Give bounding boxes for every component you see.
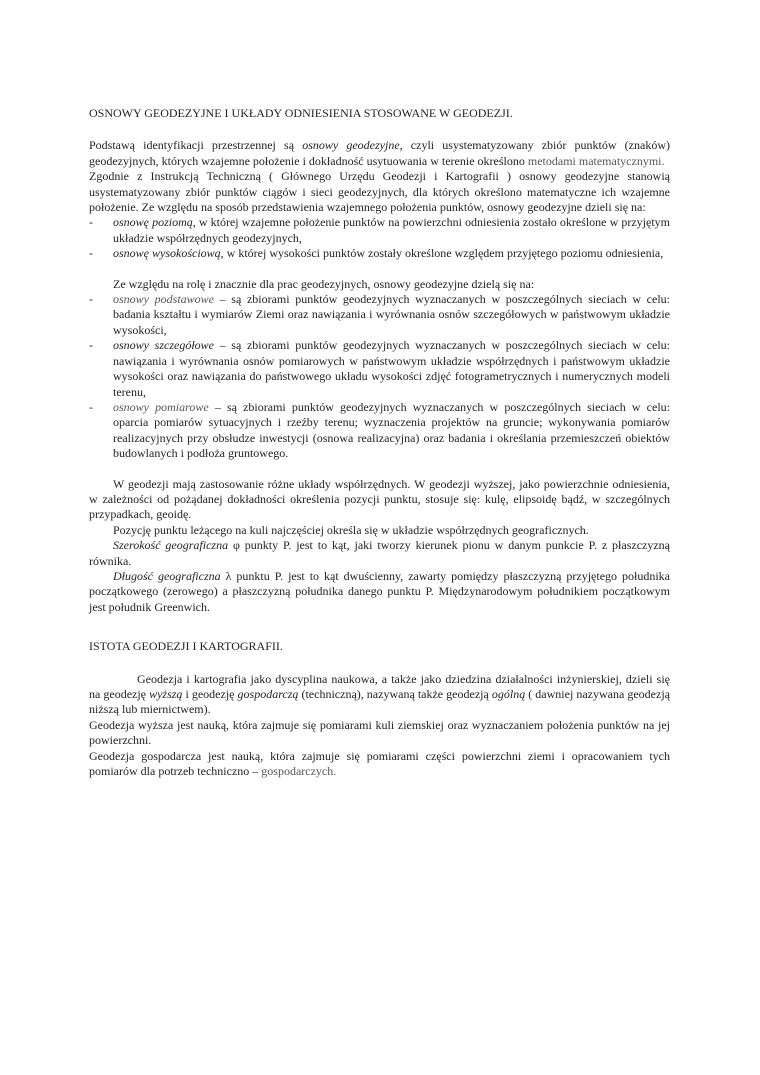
text-run: Geodezja gospodarcza jest nauką, która zajmuje się pomiarami części powierzchni ziemi i opracowaniem tych pomiarów dla potrzeb techniczno –: [89, 748, 670, 779]
paragraph-pozycja: Pozycję punktu leżącego na kuli najczęściej określa się w układzie współrzędnych geograficznych.: [113, 522, 589, 537]
section-heading-osnowy: OSNOWY GEODEZYJNE I UKŁADY ODNIESIENIA STOSOWANE W GEODEZJI.: [89, 106, 513, 120]
paragraph-geodezja-wyzsza: Geodezja wyższa jest nauką, która zajmuje się pomiarami kuli ziemskiej oraz wyznaczaniem położenia punktów na jej powierzchni.: [89, 717, 670, 748]
emphasis-term: gospodarczą: [237, 687, 299, 701]
list-item: [89, 400, 670, 462]
paragraph-dyscyplina: [89, 672, 670, 718]
emphasis-term: Szerokość geograficzna: [113, 538, 229, 553]
symbol-lambda: λ: [220, 568, 232, 583]
symbol-phi: φ: [228, 538, 240, 553]
list-item-term: osnowy szczegółowe: [113, 338, 214, 353]
list-osnowy-typy: [89, 215, 670, 261]
list-item-text: sieciach w celu: badania kształtu i wymiarów Ziemi oraz nawiązania i wyrównania osnów szczegółowych w państwowym układzie wysokości,: [113, 292, 670, 337]
list-item-term: osnowę poziomą: [113, 215, 193, 230]
text-run: Geodezja i kartografia jako dyscyplina naukowa, a także jako dziedzina działalności inżynierskiej, dzieli się na geodezję: [89, 671, 670, 701]
text-run: i geodezję: [182, 687, 238, 701]
list-item-text: , w której wzajemne położenie punktów na powierzchni odniesienia zostało określone w przyjętym układzie współrzędnych geodezyjnych,: [113, 215, 671, 245]
list-item: [89, 215, 670, 246]
dash-marker: -: [89, 246, 93, 261]
text-run: , czyli usystematyzowany zbiór punktów (znaków) geodezyjnych, których wzajemne położenie i dokładność usytuowania w terenie określono: [89, 138, 670, 168]
list-item: [89, 292, 670, 338]
text-run: metodami matematycznymi.: [527, 153, 665, 168]
paragraph-dlugosc: [89, 569, 670, 615]
list-item-term: osnowę wysokościową: [113, 246, 221, 261]
emphasis-osnowy-geodezyjne: osnowy geodezyjne: [302, 138, 400, 153]
text-run: gospodarczych.: [261, 764, 337, 779]
paragraph-geodezja-gospodarcza: [89, 749, 670, 780]
paragraph-rola: Ze względu na rolę i znacznie dla prac geodezyjnych, osnowy geodezyjne dzielą się na:: [113, 276, 535, 291]
section-heading-istota: ISTOTA GEODEZJI I KARTOGRAFII.: [89, 639, 283, 654]
paragraph-podstawa: [89, 138, 670, 169]
dash-marker: -: [89, 215, 93, 230]
list-osnowy-rola: [89, 292, 670, 461]
emphasis-term: wyższą: [149, 687, 183, 701]
paragraph-szerokosc: [89, 538, 670, 569]
list-item-text: – są zbiorami punktów geodezyjnych wyznaczanych w poszczególnych: [214, 292, 589, 307]
dash-marker: -: [89, 338, 93, 353]
list-item-term: osnowy podstawowe: [113, 292, 214, 307]
dash-marker: -: [89, 399, 93, 414]
text-run: punkty P. jest to kąt, jaki tworzy kierunek pionu w danym punkcie P. z płaszczyzną równika.: [89, 538, 670, 568]
list-item-text: – są zbiorami punktów geodezyjnych wyznaczanych w poszczególnych sieciach w celu: nawiązania i wyrównania osnów pomiarowych w państwowym układzie współrzędnych i państwowym układzie wysokości oraz nawiązania do państwowego układu wysokości zdjęć fotogrametrycznych i numerycznych modeli terenu,: [113, 338, 670, 399]
list-item: [89, 338, 670, 400]
text-run: punktu P. jest to kąt dwuścienny, zawarty pomiędzy płaszczyzną przyjętego południka początkowego (zerowego) a płaszczyzną południka danego punktu P. Międzynarodowym południkiem początkowym jest południk Greenwich.: [89, 568, 670, 614]
list-item-term: osnowy pomiarowe: [113, 399, 209, 414]
text-run: (techniczną), nazywaną także geodezją: [298, 687, 492, 701]
emphasis-term: ogólną: [491, 687, 526, 701]
dash-marker: -: [89, 292, 93, 307]
list-item-text: – są zbiorami punktów geodezyjnych wyznaczanych w poszczególnych sieciach w celu: oparcia pomiarów sytuacyjnych i rzeźby terenu; wyznaczenia projektów na gruncie; wykonywania pomiarów realizacyjnych przy obsłudze inwestycji (osnowa realizacyjna) oraz badania i określania przemieszczeń obiektów budowlanych i podłoża gruntowego.: [113, 399, 670, 461]
emphasis-term: Długość geograficzna: [113, 568, 221, 583]
document-page: [89, 106, 670, 779]
paragraph-instrukcja: Zgodnie z Instrukcją Techniczną ( Głównego Urzędu Geodezji i Kartografii ) osnowy geodezyjne stanowią usystematyzowany zbiór punktów ciągów i sieci geodezyjnych, dla których określono matematyczne ich wzajemne położenie. Ze względu na sposób przedstawienia wzajemnego położenia punktów, osnowy geodezyjne dzieli się na:: [89, 169, 670, 215]
list-item: [89, 246, 670, 261]
paragraph-uklady: W geodezji mają zastosowanie różne układy współrzędnych. W geodezji wyższej, jako powierzchnie odniesienia, w zależności od pożądanej dokładności określenia pozycji punktu, stosuje się: kulę, elipsoidę bądź, w szczególnych przypadkach, geoidę.: [89, 476, 670, 522]
text-run: Podstawą identyfikacji przestrzennej są: [89, 138, 303, 153]
text-run: ( dawniej nazywana geodezją niższą lub miernictwem).: [89, 687, 670, 717]
list-item-text: , w której wysokości punktów zostały określone względem przyjętego poziomu odniesienia,: [220, 246, 664, 261]
